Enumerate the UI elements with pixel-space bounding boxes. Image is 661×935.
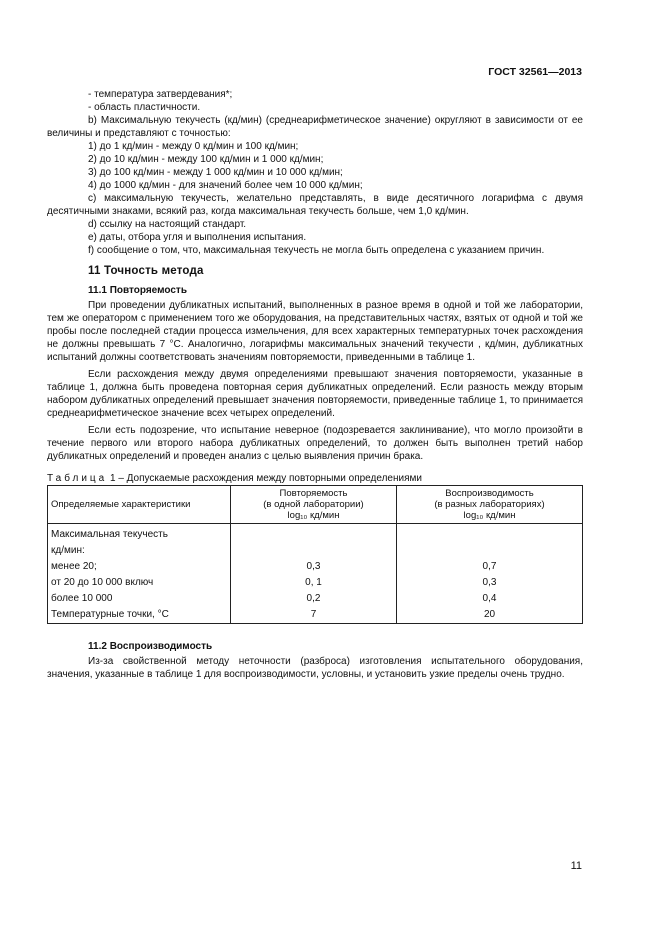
list-item: - температура затвердевания*; — [88, 89, 233, 100]
table-cell: 0,3 — [397, 575, 583, 591]
table-cell: Температурные точки, °С — [48, 607, 231, 624]
table-cell: 7 — [231, 607, 397, 624]
table-cell: 0, 1 — [231, 575, 397, 591]
table-row — [48, 575, 583, 591]
table-caption-word: Таблица — [47, 473, 108, 484]
tolerance-table — [47, 485, 583, 624]
list-item: d) ссылку на настоящий стандарт. — [88, 219, 247, 230]
paragraph: При проведении дубликатных испытаний, выполненных в разное время в одной и той же лаборатории, тем же оператором с применением того же оборудования, на представительных частях, взятых от одной и той же пробы после последней стадии процесса измельчения, для всех характерных температурных точек расхождения не должны превышать 7 °С. Аналогично, логарифмы максимальных значений текучести , кд/мин, дубликатных испытаний должны соответствовать значениям повторяемости, приведенными в таблице 1. — [47, 300, 583, 363]
header-line: (в одной лаборатории) — [263, 499, 364, 510]
table-row — [48, 524, 583, 544]
list-item: f) сообщение о том, что, максимальная текучесть не могла быть определена с указанием причин. — [88, 245, 545, 256]
page-content — [47, 88, 583, 681]
table-caption — [47, 473, 583, 485]
column-header — [231, 486, 397, 524]
table-cell: от 20 до 10 000 включ — [48, 575, 231, 591]
list-item: - область пластичности. — [88, 102, 201, 113]
column-header — [397, 486, 583, 524]
table-cell: Максимальная текучесть — [48, 524, 231, 544]
list-item: 4) до 1000 кд/мин - для значений более чем 10 000 кд/мин; — [88, 180, 363, 191]
document-code: ГОСТ 32561—2013 — [488, 66, 582, 78]
table-cell: более 10 000 — [48, 591, 231, 607]
table-header-row — [48, 486, 583, 524]
header-line: Повторяемость — [279, 488, 348, 499]
table-cell — [397, 543, 583, 559]
paragraph-c: c) максимальную текучесть, желательно представлять, в виде десятичного логарифма с двумя десятичными знаками, всякий раз, когда максимальная текучесть больше, чем 1,0 кд/мин. — [47, 193, 583, 217]
subsection-heading: 11.1 Повторяемость — [88, 285, 187, 296]
table-cell: 0,4 — [397, 591, 583, 607]
column-header: Определяемые характеристики — [48, 486, 231, 524]
table-cell: менее 20; — [48, 559, 231, 575]
table-row — [48, 559, 583, 575]
table-cell: 0,3 — [231, 559, 397, 575]
table-row — [48, 543, 583, 559]
page-number: 11 — [570, 860, 582, 872]
table-cell — [397, 524, 583, 544]
header-line: log₁₀ кд/мин — [463, 510, 516, 521]
header-line: (в разных лабораториях) — [434, 499, 545, 510]
table-cell — [231, 543, 397, 559]
section-heading: 11 Точность метода — [88, 265, 204, 277]
list-item: 3) до 100 кд/мин - между 1 000 кд/мин и 10 000 кд/мин; — [88, 167, 343, 178]
paragraph: Если есть подозрение, что испытание неверное (подозревается заклинивание), что могло произойти в течение первого или второго набора дубликатных определений, то должен быть выполнен третий набор дубликатных определений и проведен анализ с целью выявления причин брака. — [47, 425, 583, 462]
list-item: 1) до 1 кд/мин - между 0 кд/мин и 100 кд/мин; — [88, 141, 299, 152]
table-cell: кд/мин: — [48, 543, 231, 559]
table-caption-text: 1 – Допускаемые расхождения между повторными определениями — [107, 473, 422, 484]
paragraph: Из-за свойственной методу неточности (разброса) изготовления испытательного оборудования, значения, указанные в таблице 1 для воспроизводимости, условны, и установить узкие пределы очень трудно. — [47, 656, 583, 680]
table-cell: 0,7 — [397, 559, 583, 575]
header-line: log₁₀ кд/мин — [287, 510, 340, 521]
table-cell: 20 — [397, 607, 583, 624]
list-item: 2) до 10 кд/мин - между 100 кд/мин и 1 000 кд/мин; — [88, 154, 324, 165]
paragraph: Если расхождения между двумя определениями превышают значения повторяемости, указанные в таблице 1, должна быть проведена повторная серия дубликатных определений. Если разность между вторым набором дубликатных определений превышает значения повторяемости, приведенные таблице 1, то принимается среднеарифметическое значение всех четырех определений. — [47, 369, 583, 419]
subsection-heading: 11.2 Воспроизводимость — [88, 641, 213, 652]
list-item: e) даты, отбора угля и выполнения испытания. — [88, 232, 307, 243]
paragraph-b: b) Максимальную текучесть (кд/мин) (среднеарифметическое значение) округляют в зависимости от ее величины и представляют с точностью: — [47, 115, 583, 139]
table-cell: 0,2 — [231, 591, 397, 607]
table-cell — [231, 524, 397, 544]
header-line: Воспроизводимость — [445, 488, 534, 499]
table-row — [48, 591, 583, 607]
table-row — [48, 607, 583, 624]
